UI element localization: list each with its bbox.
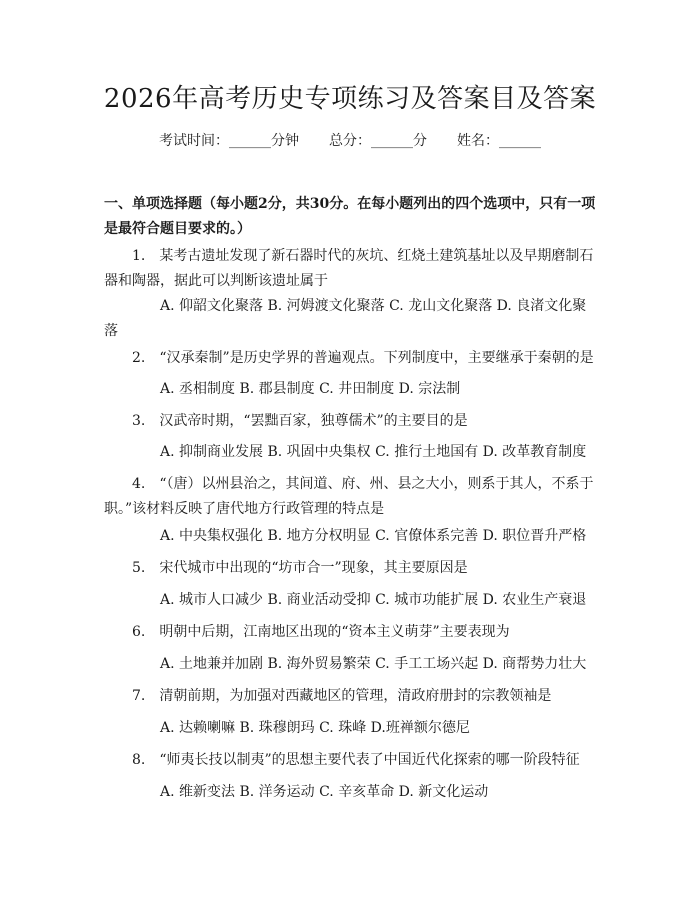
question-options: A. 抑制商业发展 B. 巩固中央集权 C. 推行土地国有 D. 改革教育制度: [160, 444, 587, 460]
exam-time-field: 考试时间：______分钟: [159, 133, 299, 149]
question-options: A. 仰韶文化聚落 B. 河姆渡文化聚落 C. 龙山文化聚落 D. 良渚文化聚落: [104, 298, 587, 339]
question-stem: 3. 汉武帝时期，“罢黜百家，独尊儒术”的主要目的是: [132, 413, 468, 429]
question-stem: 6. 明朝中后期，江南地区出现的“资本主义萌芽”主要表现为: [132, 624, 510, 640]
question-options: A. 城市人口减少 B. 商业活动受抑 C. 城市功能扩展 D. 农业生产衰退: [160, 592, 587, 608]
question-stem: 8. “师夷长技以制夷”的思想主要代表了中国近代化探索的哪一阶段特征: [132, 752, 580, 768]
document-title: 2026年高考历史专项练习及答案目及答案: [103, 84, 597, 114]
question-stem: 2. “汉承秦制”是历史学界的普遍观点。下列制度中，主要继承于秦朝的是: [132, 350, 594, 366]
total-score-field: 总分：______分: [329, 133, 427, 149]
question-options: A. 丞相制度 B. 郡县制度 C. 井田制度 D. 宗法制: [160, 381, 461, 397]
question-stem: 7. 清朝前期，为加强对西藏地区的管理，清政府册封的宗教领袖是: [132, 688, 552, 704]
question-options: A. 土地兼并加剧 B. 海外贸易繁荣 C. 手工工场兴起 D. 商帮势力壮大: [160, 656, 587, 672]
question-options: A. 维新变法 B. 洋务运动 C. 辛亥革命 D. 新文化运动: [160, 784, 489, 800]
question-stem: 4. “（唐）以州县治之，其间道、府、州、县之大小，则系于其人，不系于职。”该材料反映了唐代地方行政管理的特点是: [104, 476, 594, 517]
question-options: A. 中央集权强化 B. 地方分权明显 C. 官僚体系完善 D. 职位晋升严格: [160, 528, 587, 544]
section-heading: 一、单项选择题（每小题2分，共30分。在每小题列出的四个选项中，只有一项是最符合题目要求的。）: [104, 196, 596, 237]
question-stem: 5. 宋代城市中出现的“坊市合一”现象，其主要原因是: [132, 560, 468, 576]
question-options: A. 达赖喇嘛 B. 珠穆朗玛 C. 珠峰 D.班禅额尔德尼: [160, 720, 470, 736]
student-name-field: 姓名：______: [457, 133, 541, 149]
exam-meta-line: [0, 130, 700, 152]
question-stem: 1. 某考古遗址发现了新石器时代的灰坑、红烧土建筑基址以及早期磨制石器和陶器，据此可以判断该遗址属于: [104, 248, 594, 289]
